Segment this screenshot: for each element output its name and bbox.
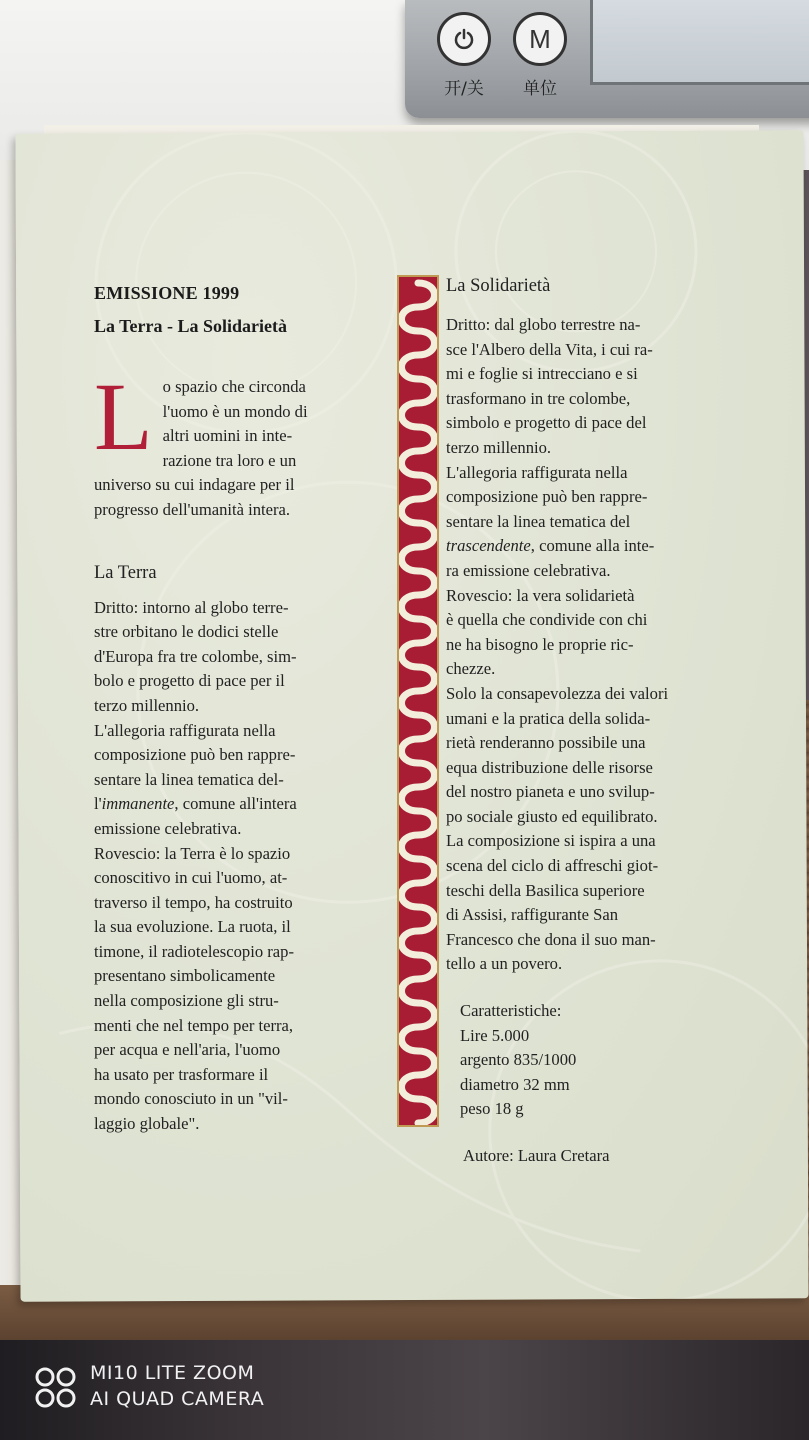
camera-watermark [90,1360,264,1412]
spec-line: Lire 5.000 [460,1025,530,1045]
text-line: mondo conosciuto in un "vil- [94,1089,288,1109]
intro-line: progresso dell'umanità intera. [94,499,291,519]
text-line: sce l'Albero della Vita, i cui ra- [446,339,653,359]
text-line: terzo millennio. [94,695,200,715]
power-button[interactable] [437,12,491,66]
dropcap-letter: L [94,363,153,470]
intro-line: altri uomini in inte- [162,426,293,446]
text-line: Rovescio: la vera solidarietà [446,585,635,605]
camera-watermark-line-2: AI QUAD CAMERA [90,1388,265,1410]
section-title-la-terra: La Terra [94,562,157,583]
text-line: scena del ciclo di affreschi giot- [446,856,659,876]
power-icon [452,27,476,51]
power-label: 开/关 [444,79,484,99]
text-line: L'allegoria raffigurata nella [94,720,276,740]
text-line: trascendente, comune alla inte- [446,536,655,556]
camera-watermark-logo-icon [34,1366,78,1410]
text-line: Dritto: intorno al globo terre- [94,597,289,617]
left-column [94,155,384,1137]
text-line: trasformano in tre colombe, [446,388,631,408]
specifications [460,999,726,1122]
text-line: Rovescio: la Terra è lo spazio [94,843,291,863]
text-line: La composizione si ispira a una [446,831,656,851]
text-line: chezze. [446,659,496,679]
text-line: emissione celebrativa. [94,818,242,838]
text-line: umani e la pratica della solida- [446,708,651,728]
text-line: del nostro pianeta e uno svilup- [446,782,655,802]
unit-button[interactable] [513,12,567,66]
unit-label: 单位 [523,79,557,99]
intro-line: razione tra loro e un [162,450,297,470]
intro-paragraph [94,363,384,523]
section-title-la-solidarieta: La Solidarietà [446,276,551,296]
text-line: mi e foglie si intrecciano e si [446,364,638,384]
text-line: la sua evoluzione. La ruota, il [94,917,291,937]
text-line: composizione può ben rappre- [94,745,296,765]
text-line: menti che nel tempo per terra, [94,1015,294,1035]
emission-subheading: La Terra - La Solidarietà [94,316,287,336]
text-line: ha usato per trasformare il [94,1064,269,1084]
text-line: conoscitivo in cui l'uomo, at- [94,868,288,888]
unit-button-glyph: M [529,23,551,54]
text-line: po sociale giusto ed equilibrato. [446,806,658,826]
scale-display [590,0,809,85]
text-line: Dritto: dal globo terrestre na- [446,315,641,334]
author-credit: Autore: Laura Cretara [463,1146,610,1165]
text-line: sentare la linea tematica del- [94,769,284,789]
text-line: tello a un povero. [446,954,563,974]
text-line: l'immanente, comune all'intera [94,794,297,814]
text-line: presentano simbolicamente [94,966,276,986]
text-line: terzo millennio. [446,437,552,457]
text-line: sentare la linea tematica del [446,511,631,531]
specs-title: Caratteristiche: [460,1001,562,1021]
text-line: stre orbitano le dodici stelle [94,622,279,642]
la-solidarieta-text [446,313,726,977]
text-line: ra emissione celebrativa. [446,560,611,580]
text-line: d'Europa fra tre colombe, sim- [94,646,297,666]
spec-line: peso 18 g [460,1099,524,1119]
text-line: nella composizione gli stru- [94,991,279,1011]
text-line: teschi della Basilica superiore [446,880,645,900]
right-column [426,140,726,1166]
text-line: Francesco che dona il suo man- [446,929,656,949]
la-terra-text [94,596,384,1137]
camera-watermark-line-1: MI10 LITE ZOOM [90,1362,255,1384]
text-line: L'allegoria raffigurata nella [446,462,628,482]
text-line: bolo e progetto di pace per il [94,671,285,691]
text-line: timone, il radiotelescopio rap- [94,941,294,961]
text-line: ne ha bisogno le proprie ric- [446,634,634,654]
intro-line: universo su cui indagare per il [94,475,295,495]
text-line: laggio globale". [94,1114,200,1134]
spec-line: argento 835/1000 [460,1050,577,1070]
text-line: di Assisi, raffigurante San [446,905,619,925]
emission-heading: EMISSIONE 1999 [94,283,240,303]
text-line: composizione può ben rappre- [446,487,648,507]
digital-scale [405,0,809,118]
text-line: equa distribuzione delle risorse [446,757,653,777]
text-line: è quella che condivide con chi [446,610,648,630]
intro-line: o spazio che circonda [162,377,306,396]
text-line: Solo la consapevolezza dei valori [446,683,669,703]
intro-line: l'uomo è un mondo di [162,401,308,421]
text-line: traverso il tempo, ha costruito [94,892,293,912]
text-line: rietà renderanno possibile una [446,733,646,753]
text-line: simbolo e progetto di pace del [446,413,647,433]
text-line: per acqua e nell'aria, l'uomo [94,1040,281,1060]
spec-line: diametro 32 mm [460,1074,570,1094]
